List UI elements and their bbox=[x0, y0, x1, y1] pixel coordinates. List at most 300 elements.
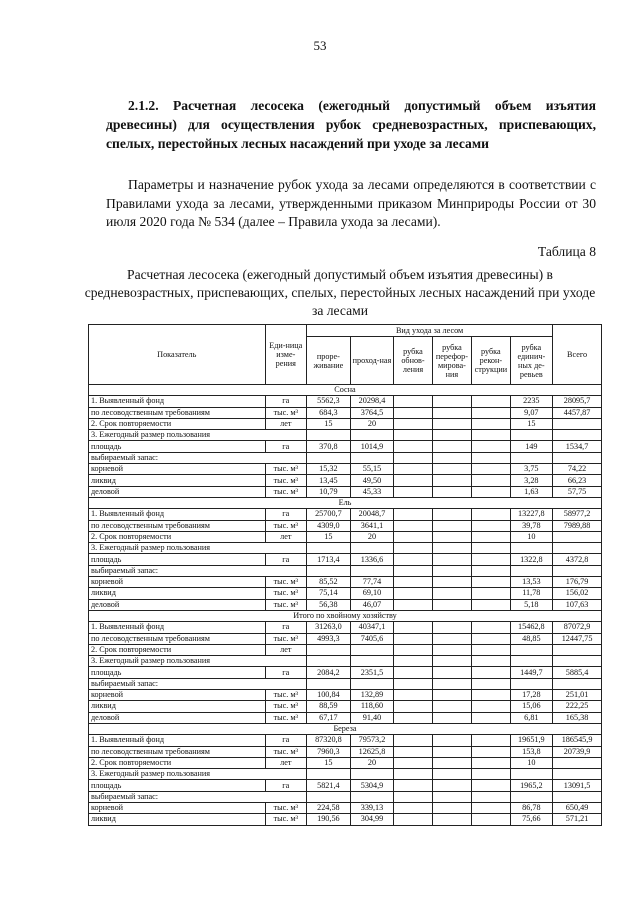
empty-cell bbox=[472, 452, 510, 463]
value-cell: 15462,8 bbox=[510, 622, 553, 633]
value-cell bbox=[432, 802, 471, 813]
row-label: по лесоводственным требованиям bbox=[89, 633, 266, 644]
row-label: 3. Ежегодный размер пользования bbox=[89, 543, 266, 554]
value-cell bbox=[394, 509, 432, 520]
value-cell bbox=[432, 633, 471, 644]
value-cell bbox=[432, 520, 471, 531]
value-cell: 55,15 bbox=[350, 464, 394, 475]
empty-cell bbox=[307, 543, 351, 554]
subheading-row bbox=[89, 791, 602, 802]
empty-cell bbox=[350, 543, 394, 554]
header-reconstruction-cut: рубка рекон-струкции bbox=[472, 337, 510, 385]
value-cell bbox=[394, 802, 432, 813]
empty-cell bbox=[432, 543, 471, 554]
value-cell bbox=[432, 577, 471, 588]
value-cell: 1965,2 bbox=[510, 780, 553, 791]
value-cell: 13,45 bbox=[307, 475, 351, 486]
empty-cell bbox=[432, 791, 471, 802]
empty-cell bbox=[394, 769, 432, 780]
value-cell: 20 bbox=[350, 418, 394, 429]
empty-cell bbox=[265, 791, 307, 802]
value-cell bbox=[394, 599, 432, 610]
row-label: ликвид bbox=[89, 588, 266, 599]
subheading-row bbox=[89, 769, 602, 780]
empty-cell bbox=[553, 452, 602, 463]
empty-cell bbox=[307, 430, 351, 441]
empty-cell bbox=[307, 656, 351, 667]
value-cell bbox=[472, 633, 510, 644]
value-cell: 571,21 bbox=[553, 814, 602, 825]
table-row bbox=[89, 735, 602, 746]
table-row bbox=[89, 757, 602, 768]
row-label: корневой bbox=[89, 464, 266, 475]
value-cell bbox=[472, 509, 510, 520]
row-label: выбираемый запас: bbox=[89, 452, 266, 463]
empty-cell bbox=[350, 791, 394, 802]
value-cell: 13091,5 bbox=[553, 780, 602, 791]
value-cell: 1449,7 bbox=[510, 667, 553, 678]
value-cell bbox=[510, 644, 553, 655]
row-label: по лесоводственным требованиям bbox=[89, 407, 266, 418]
value-cell: 2351,5 bbox=[350, 667, 394, 678]
value-cell: 75,14 bbox=[307, 588, 351, 599]
header-care-type: Вид ухода за лесом bbox=[307, 325, 553, 337]
value-cell: 4993,3 bbox=[307, 633, 351, 644]
row-label: 3. Ежегодный размер пользования bbox=[89, 656, 266, 667]
value-cell bbox=[307, 644, 351, 655]
value-cell: 1713,4 bbox=[307, 554, 351, 565]
value-cell bbox=[432, 644, 471, 655]
value-cell bbox=[432, 531, 471, 542]
value-cell: 10 bbox=[510, 757, 553, 768]
value-cell bbox=[394, 633, 432, 644]
value-cell: 79573,2 bbox=[350, 735, 394, 746]
value-cell bbox=[394, 622, 432, 633]
value-cell bbox=[394, 757, 432, 768]
header-indicator: Показатель bbox=[89, 325, 266, 385]
value-cell: 1014,9 bbox=[350, 441, 394, 452]
row-label: ликвид bbox=[89, 814, 266, 825]
empty-cell bbox=[307, 452, 351, 463]
value-cell bbox=[472, 735, 510, 746]
empty-cell bbox=[350, 678, 394, 689]
empty-cell bbox=[472, 565, 510, 576]
value-cell: 222,25 bbox=[553, 701, 602, 712]
row-label: 1. Выявленный фонд bbox=[89, 622, 266, 633]
empty-cell bbox=[510, 430, 553, 441]
value-cell bbox=[472, 599, 510, 610]
value-cell bbox=[394, 746, 432, 757]
table-title: Расчетная лесосека (ежегодный допустимый объем изъятия древесины) в средневозрастных, приспевающих, спелых, перестойных лесных насаждений при уходе за лесами bbox=[84, 267, 596, 318]
value-cell: 56,38 bbox=[307, 599, 351, 610]
empty-cell bbox=[553, 769, 602, 780]
unit-cell: тыс. м³ bbox=[265, 712, 307, 723]
unit-cell: тыс. м³ bbox=[265, 633, 307, 644]
header-single-tree-cut: рубка единич-ных де-ревьев bbox=[510, 337, 553, 385]
value-cell bbox=[432, 712, 471, 723]
value-cell: 49,50 bbox=[350, 475, 394, 486]
empty-cell bbox=[307, 769, 351, 780]
value-cell: 10 bbox=[510, 531, 553, 542]
value-cell bbox=[432, 588, 471, 599]
subheading-row bbox=[89, 452, 602, 463]
row-label: корневой bbox=[89, 577, 266, 588]
value-cell bbox=[472, 622, 510, 633]
value-cell: 9,07 bbox=[510, 407, 553, 418]
value-cell bbox=[472, 588, 510, 599]
empty-cell bbox=[432, 678, 471, 689]
subheading-row bbox=[89, 656, 602, 667]
value-cell: 15,06 bbox=[510, 701, 553, 712]
row-label: ликвид bbox=[89, 475, 266, 486]
value-cell bbox=[432, 814, 471, 825]
value-cell: 186545,9 bbox=[553, 735, 602, 746]
value-cell: 2235 bbox=[510, 396, 553, 407]
section-row bbox=[89, 723, 602, 734]
value-cell bbox=[472, 644, 510, 655]
value-cell bbox=[472, 712, 510, 723]
value-cell bbox=[394, 690, 432, 701]
row-label: выбираемый запас: bbox=[89, 791, 266, 802]
empty-cell bbox=[265, 678, 307, 689]
subheading-row bbox=[89, 565, 602, 576]
row-label: 2. Срок повторяемости bbox=[89, 418, 266, 429]
value-cell: 224,58 bbox=[307, 802, 351, 813]
value-cell: 77,74 bbox=[350, 577, 394, 588]
value-cell bbox=[394, 735, 432, 746]
value-cell bbox=[394, 396, 432, 407]
value-cell: 190,56 bbox=[307, 814, 351, 825]
table-row bbox=[89, 418, 602, 429]
table-row bbox=[89, 396, 602, 407]
row-label: 2. Срок повторяемости bbox=[89, 644, 266, 655]
empty-cell bbox=[472, 656, 510, 667]
value-cell bbox=[472, 577, 510, 588]
value-cell: 45,33 bbox=[350, 486, 394, 497]
empty-cell bbox=[553, 565, 602, 576]
value-cell bbox=[432, 780, 471, 791]
table-row bbox=[89, 509, 602, 520]
empty-cell bbox=[307, 565, 351, 576]
value-cell bbox=[472, 396, 510, 407]
value-cell bbox=[394, 407, 432, 418]
row-label: 3. Ежегодный размер пользования bbox=[89, 430, 266, 441]
value-cell bbox=[394, 464, 432, 475]
row-label: 1. Выявленный фонд bbox=[89, 396, 266, 407]
value-cell: 87072,9 bbox=[553, 622, 602, 633]
value-cell: 107,63 bbox=[553, 599, 602, 610]
row-label: 1. Выявленный фонд bbox=[89, 735, 266, 746]
table-row bbox=[89, 746, 602, 757]
value-cell: 28095,7 bbox=[553, 396, 602, 407]
value-cell: 19651,9 bbox=[510, 735, 553, 746]
unit-cell: тыс. м³ bbox=[265, 486, 307, 497]
value-cell bbox=[472, 757, 510, 768]
header-renewal-cut: рубка обнов-ления bbox=[394, 337, 432, 385]
section-heading: 2.1.2. Расчетная лесосека (ежегодный допустимый объем изъятия древесины) для осуществления рубок средневозрастных, приспевающих, спелых, перестойных лесных насаждений при уходе за лесами bbox=[106, 98, 596, 151]
value-cell: 4457,87 bbox=[553, 407, 602, 418]
unit-cell: га bbox=[265, 622, 307, 633]
value-cell: 57,75 bbox=[553, 486, 602, 497]
value-cell bbox=[472, 418, 510, 429]
value-cell bbox=[472, 802, 510, 813]
unit-cell: лет bbox=[265, 418, 307, 429]
value-cell: 1534,7 bbox=[553, 441, 602, 452]
unit-cell: тыс. м³ bbox=[265, 577, 307, 588]
unit-cell: тыс. м³ bbox=[265, 599, 307, 610]
empty-cell bbox=[432, 769, 471, 780]
value-cell: 5885,4 bbox=[553, 667, 602, 678]
value-cell bbox=[472, 701, 510, 712]
empty-cell bbox=[350, 430, 394, 441]
header-thinning: проре-живание bbox=[307, 337, 351, 385]
value-cell bbox=[394, 644, 432, 655]
empty-cell bbox=[350, 656, 394, 667]
header-unit: Еди-ница изме-рения bbox=[265, 325, 307, 385]
empty-cell bbox=[432, 565, 471, 576]
value-cell bbox=[432, 396, 471, 407]
empty-cell bbox=[350, 452, 394, 463]
value-cell bbox=[394, 701, 432, 712]
unit-cell: лет bbox=[265, 531, 307, 542]
empty-cell bbox=[472, 543, 510, 554]
value-cell: 156,02 bbox=[553, 588, 602, 599]
empty-cell bbox=[265, 656, 307, 667]
value-cell bbox=[472, 486, 510, 497]
table-row bbox=[89, 486, 602, 497]
value-cell: 5304,9 bbox=[350, 780, 394, 791]
value-cell bbox=[432, 407, 471, 418]
value-cell bbox=[472, 667, 510, 678]
unit-cell: га bbox=[265, 396, 307, 407]
table-row bbox=[89, 475, 602, 486]
value-cell: 1336,6 bbox=[350, 554, 394, 565]
empty-cell bbox=[394, 678, 432, 689]
value-cell bbox=[432, 486, 471, 497]
subheading-row bbox=[89, 543, 602, 554]
value-cell bbox=[394, 531, 432, 542]
value-cell bbox=[472, 531, 510, 542]
value-cell bbox=[432, 735, 471, 746]
unit-cell: тыс. м³ bbox=[265, 464, 307, 475]
empty-cell bbox=[510, 565, 553, 576]
row-label: 2. Срок повторяемости bbox=[89, 531, 266, 542]
section-title: Ель bbox=[89, 497, 602, 508]
empty-cell bbox=[472, 430, 510, 441]
value-cell: 88,59 bbox=[307, 701, 351, 712]
table-row bbox=[89, 802, 602, 813]
unit-cell: га bbox=[265, 780, 307, 791]
empty-cell bbox=[510, 543, 553, 554]
table-row bbox=[89, 622, 602, 633]
value-cell: 20739,9 bbox=[553, 746, 602, 757]
empty-cell bbox=[394, 656, 432, 667]
row-label: площадь bbox=[89, 554, 266, 565]
value-cell: 25700,7 bbox=[307, 509, 351, 520]
table-row bbox=[89, 712, 602, 723]
empty-cell bbox=[510, 656, 553, 667]
value-cell: 91,40 bbox=[350, 712, 394, 723]
value-cell bbox=[472, 475, 510, 486]
value-cell: 20 bbox=[350, 531, 394, 542]
value-cell bbox=[553, 644, 602, 655]
value-cell: 5821,4 bbox=[307, 780, 351, 791]
value-cell: 13,53 bbox=[510, 577, 553, 588]
value-cell bbox=[432, 464, 471, 475]
table-label: Таблица 8 bbox=[537, 244, 596, 259]
value-cell: 1322,8 bbox=[510, 554, 553, 565]
value-cell bbox=[394, 814, 432, 825]
value-cell: 10,79 bbox=[307, 486, 351, 497]
row-label: по лесоводственным требованиям bbox=[89, 746, 266, 757]
table-row bbox=[89, 577, 602, 588]
value-cell: 12447,75 bbox=[553, 633, 602, 644]
value-cell: 31263,0 bbox=[307, 622, 351, 633]
unit-cell: тыс. м³ bbox=[265, 520, 307, 531]
empty-cell bbox=[432, 430, 471, 441]
value-cell: 3,75 bbox=[510, 464, 553, 475]
unit-cell: лет bbox=[265, 644, 307, 655]
empty-cell bbox=[510, 769, 553, 780]
empty-cell bbox=[553, 543, 602, 554]
value-cell: 5562,3 bbox=[307, 396, 351, 407]
value-cell: 251,01 bbox=[553, 690, 602, 701]
value-cell bbox=[553, 531, 602, 542]
value-cell bbox=[553, 418, 602, 429]
row-label: выбираемый запас: bbox=[89, 678, 266, 689]
page-number: 53 bbox=[313, 38, 327, 53]
empty-cell bbox=[472, 678, 510, 689]
value-cell bbox=[472, 441, 510, 452]
empty-cell bbox=[553, 678, 602, 689]
value-cell: 48,85 bbox=[510, 633, 553, 644]
unit-cell: лет bbox=[265, 757, 307, 768]
value-cell: 67,17 bbox=[307, 712, 351, 723]
empty-cell bbox=[510, 678, 553, 689]
value-cell bbox=[432, 622, 471, 633]
empty-cell bbox=[265, 430, 307, 441]
value-cell bbox=[472, 554, 510, 565]
row-label: деловой bbox=[89, 599, 266, 610]
value-cell: 15 bbox=[307, 531, 351, 542]
value-cell: 176,79 bbox=[553, 577, 602, 588]
table-row bbox=[89, 407, 602, 418]
table-row bbox=[89, 667, 602, 678]
value-cell: 74,22 bbox=[553, 464, 602, 475]
value-cell bbox=[432, 667, 471, 678]
table-row bbox=[89, 701, 602, 712]
empty-cell bbox=[394, 543, 432, 554]
header-reformation-cut: рубка перефор-мирова-ния bbox=[432, 337, 471, 385]
value-cell bbox=[432, 554, 471, 565]
header-passage-cut: проход-ная bbox=[350, 337, 394, 385]
value-cell: 86,78 bbox=[510, 802, 553, 813]
value-cell bbox=[394, 554, 432, 565]
value-cell bbox=[472, 780, 510, 791]
value-cell bbox=[472, 520, 510, 531]
empty-cell bbox=[350, 769, 394, 780]
table-row bbox=[89, 441, 602, 452]
table-row bbox=[89, 780, 602, 791]
row-label: выбираемый запас: bbox=[89, 565, 266, 576]
section-row bbox=[89, 385, 602, 396]
value-cell: 75,66 bbox=[510, 814, 553, 825]
empty-cell bbox=[472, 769, 510, 780]
table-row bbox=[89, 599, 602, 610]
empty-cell bbox=[553, 430, 602, 441]
row-label: деловой bbox=[89, 712, 266, 723]
value-cell: 684,3 bbox=[307, 407, 351, 418]
value-cell: 2084,2 bbox=[307, 667, 351, 678]
empty-cell bbox=[265, 452, 307, 463]
value-cell bbox=[472, 464, 510, 475]
body-paragraph: Параметры и назначение рубок ухода за лесами определяются в соответствии с Правилами ухода за лесами, утвержденными приказом Минприроды России от 30 июля 2020 года № 534 (далее – Правила ухода за лесами). bbox=[106, 177, 596, 229]
unit-cell: га bbox=[265, 667, 307, 678]
empty-cell bbox=[510, 791, 553, 802]
value-cell: 1,63 bbox=[510, 486, 553, 497]
empty-cell bbox=[350, 565, 394, 576]
subheading-row bbox=[89, 678, 602, 689]
value-cell bbox=[394, 588, 432, 599]
value-cell: 15 bbox=[510, 418, 553, 429]
row-label: по лесоводственным требованиям bbox=[89, 520, 266, 531]
value-cell: 20 bbox=[350, 757, 394, 768]
value-cell: 15 bbox=[307, 757, 351, 768]
unit-cell: га bbox=[265, 554, 307, 565]
value-cell bbox=[432, 690, 471, 701]
unit-cell: тыс. м³ bbox=[265, 701, 307, 712]
allowable-cut-table bbox=[88, 324, 602, 826]
value-cell bbox=[432, 475, 471, 486]
value-cell: 39,78 bbox=[510, 520, 553, 531]
value-cell bbox=[394, 712, 432, 723]
table-row bbox=[89, 554, 602, 565]
row-label: 3. Ежегодный размер пользования bbox=[89, 769, 266, 780]
value-cell: 370,8 bbox=[307, 441, 351, 452]
value-cell: 118,60 bbox=[350, 701, 394, 712]
value-cell bbox=[472, 746, 510, 757]
unit-cell: тыс. м³ bbox=[265, 588, 307, 599]
value-cell bbox=[394, 520, 432, 531]
value-cell: 58977,2 bbox=[553, 509, 602, 520]
subheading-row bbox=[89, 430, 602, 441]
value-cell bbox=[394, 475, 432, 486]
value-cell: 15,32 bbox=[307, 464, 351, 475]
row-label: ликвид bbox=[89, 701, 266, 712]
value-cell: 11,78 bbox=[510, 588, 553, 599]
value-cell: 17,28 bbox=[510, 690, 553, 701]
value-cell: 7960,3 bbox=[307, 746, 351, 757]
value-cell: 3764,5 bbox=[350, 407, 394, 418]
value-cell: 304,99 bbox=[350, 814, 394, 825]
value-cell bbox=[394, 780, 432, 791]
value-cell: 650,49 bbox=[553, 802, 602, 813]
table-row bbox=[89, 690, 602, 701]
empty-cell bbox=[394, 430, 432, 441]
value-cell bbox=[432, 757, 471, 768]
table-row bbox=[89, 814, 602, 825]
value-cell bbox=[350, 644, 394, 655]
value-cell: 3641,1 bbox=[350, 520, 394, 531]
value-cell: 100,84 bbox=[307, 690, 351, 701]
table-row bbox=[89, 531, 602, 542]
empty-cell bbox=[394, 565, 432, 576]
value-cell bbox=[472, 407, 510, 418]
empty-cell bbox=[472, 791, 510, 802]
table-row bbox=[89, 644, 602, 655]
table-row bbox=[89, 588, 602, 599]
table-body bbox=[89, 385, 602, 826]
